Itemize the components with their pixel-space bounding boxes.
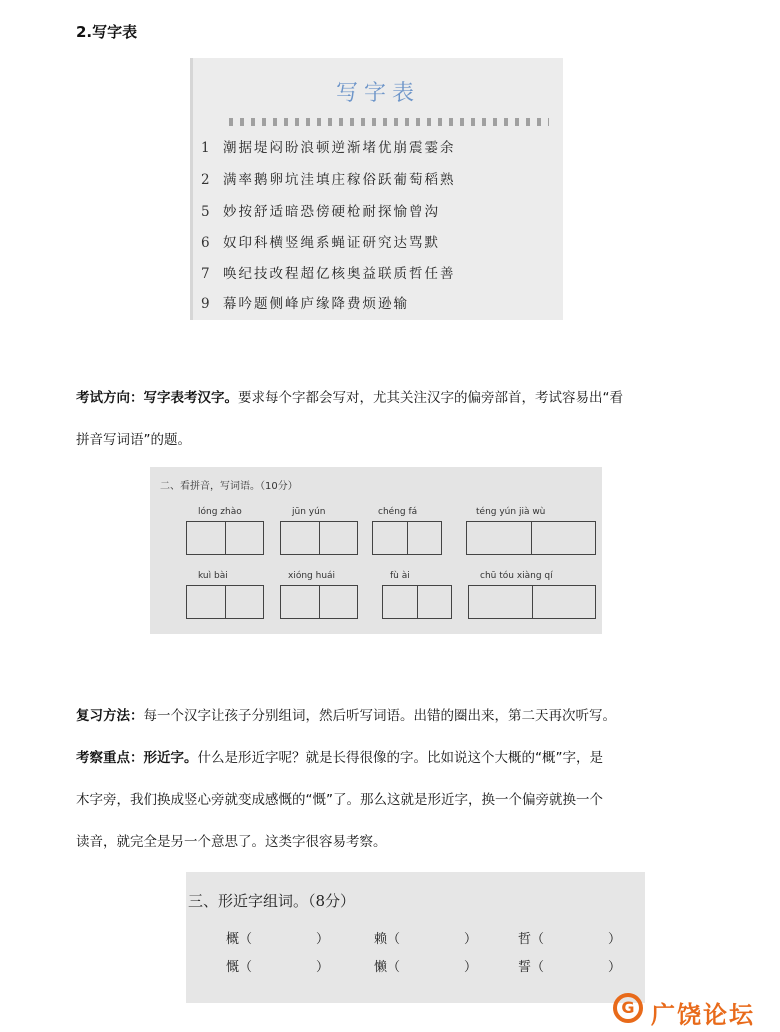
photo-title: 写字表 [335, 81, 420, 106]
focus-paragraph-cont: 读音，就完全是另一个意思了。这类字很容易考察。 [76, 834, 387, 850]
exam-direction-paragraph: 考试方向：写字表考汉字。要求每个字都会写对，尤其关注汉字的偏旁部首，考试容易出“看 [76, 390, 623, 406]
forum-watermark-logo [613, 991, 773, 1027]
writing-grid [280, 521, 358, 555]
pinyin-exercise-photo [150, 467, 602, 634]
word-row: 6 奴印科横竖绳系蝇证研究达骂默 [201, 235, 440, 251]
section-heading: 2.写字表 [76, 23, 138, 41]
pinyin-label: lóng zhào [198, 507, 242, 517]
pinyin-label: kuì bài [198, 571, 228, 581]
exercise-question: 二、看拼音，写词语。（10分） [160, 481, 298, 492]
writing-grid [468, 585, 596, 619]
char-pair-item: 慨（ ） [226, 960, 330, 975]
char-pair-item: 赖（ ） [374, 932, 478, 947]
word-row: 1 潮据堤闷盼浪顿逆渐堵优崩震霎余 [201, 140, 456, 156]
pinyin-label: fù ài [390, 571, 410, 581]
pinyin-label: téng yún jià wù [476, 507, 546, 517]
pinyin-label: chéng fá [378, 507, 418, 517]
word-row: 2 满率鹅卵坑洼填庄稼俗跃葡萄稻熟 [201, 172, 456, 188]
pinyin-label: chū tóu xiàng qí [480, 571, 553, 581]
writing-grid [186, 521, 264, 555]
char-pair-item: 概（ ） [226, 932, 330, 947]
focus-paragraph-cont: 木字旁，我们换成竖心旁就变成感慨的“慨”了。那么这就是形近字，换一个偏旁就换一个 [76, 792, 603, 808]
logo-icon: G [613, 993, 643, 1023]
char-pair-item: 哲（ ） [518, 932, 622, 947]
writing-grid [466, 521, 596, 555]
logo-text: 广饶论坛 [651, 1001, 755, 1029]
writing-grid [186, 585, 264, 619]
review-method-paragraph: 复习方法：每一个汉字让孩子分别组词，然后听写词语。出错的圈出来，第二天再次听写。 [76, 708, 616, 724]
writing-grid [382, 585, 452, 619]
pinyin-label: xióng huái [288, 571, 336, 581]
focus-paragraph: 考察重点：形近字。什么是形近字呢？就是长得很像的字。比如说这个大概的“概”字，是 [76, 750, 603, 766]
pinyin-label: jūn yún [292, 507, 326, 517]
word-row: 7 唤纪技改程超亿核奥益联质哲任善 [201, 266, 456, 282]
writing-grid [372, 521, 442, 555]
word-row: 5 妙按舒适暗恐傍硬枪耐探愉曾沟 [201, 204, 440, 220]
char-pair-item: 誓（ ） [518, 960, 622, 975]
similar-char-exercise-photo [186, 872, 645, 1003]
handwritten-pinyin [229, 118, 549, 126]
writing-grid [280, 585, 358, 619]
exercise-question: 三、形近字组词。（8分） [188, 892, 356, 910]
word-table-photo [190, 58, 563, 320]
exam-direction-paragraph-cont: 拼音写词语”的题。 [76, 432, 191, 448]
char-pair-item: 懒（ ） [374, 960, 478, 975]
word-row: 9 幕吟题侧峰庐缘降费烦逊输 [201, 296, 409, 312]
